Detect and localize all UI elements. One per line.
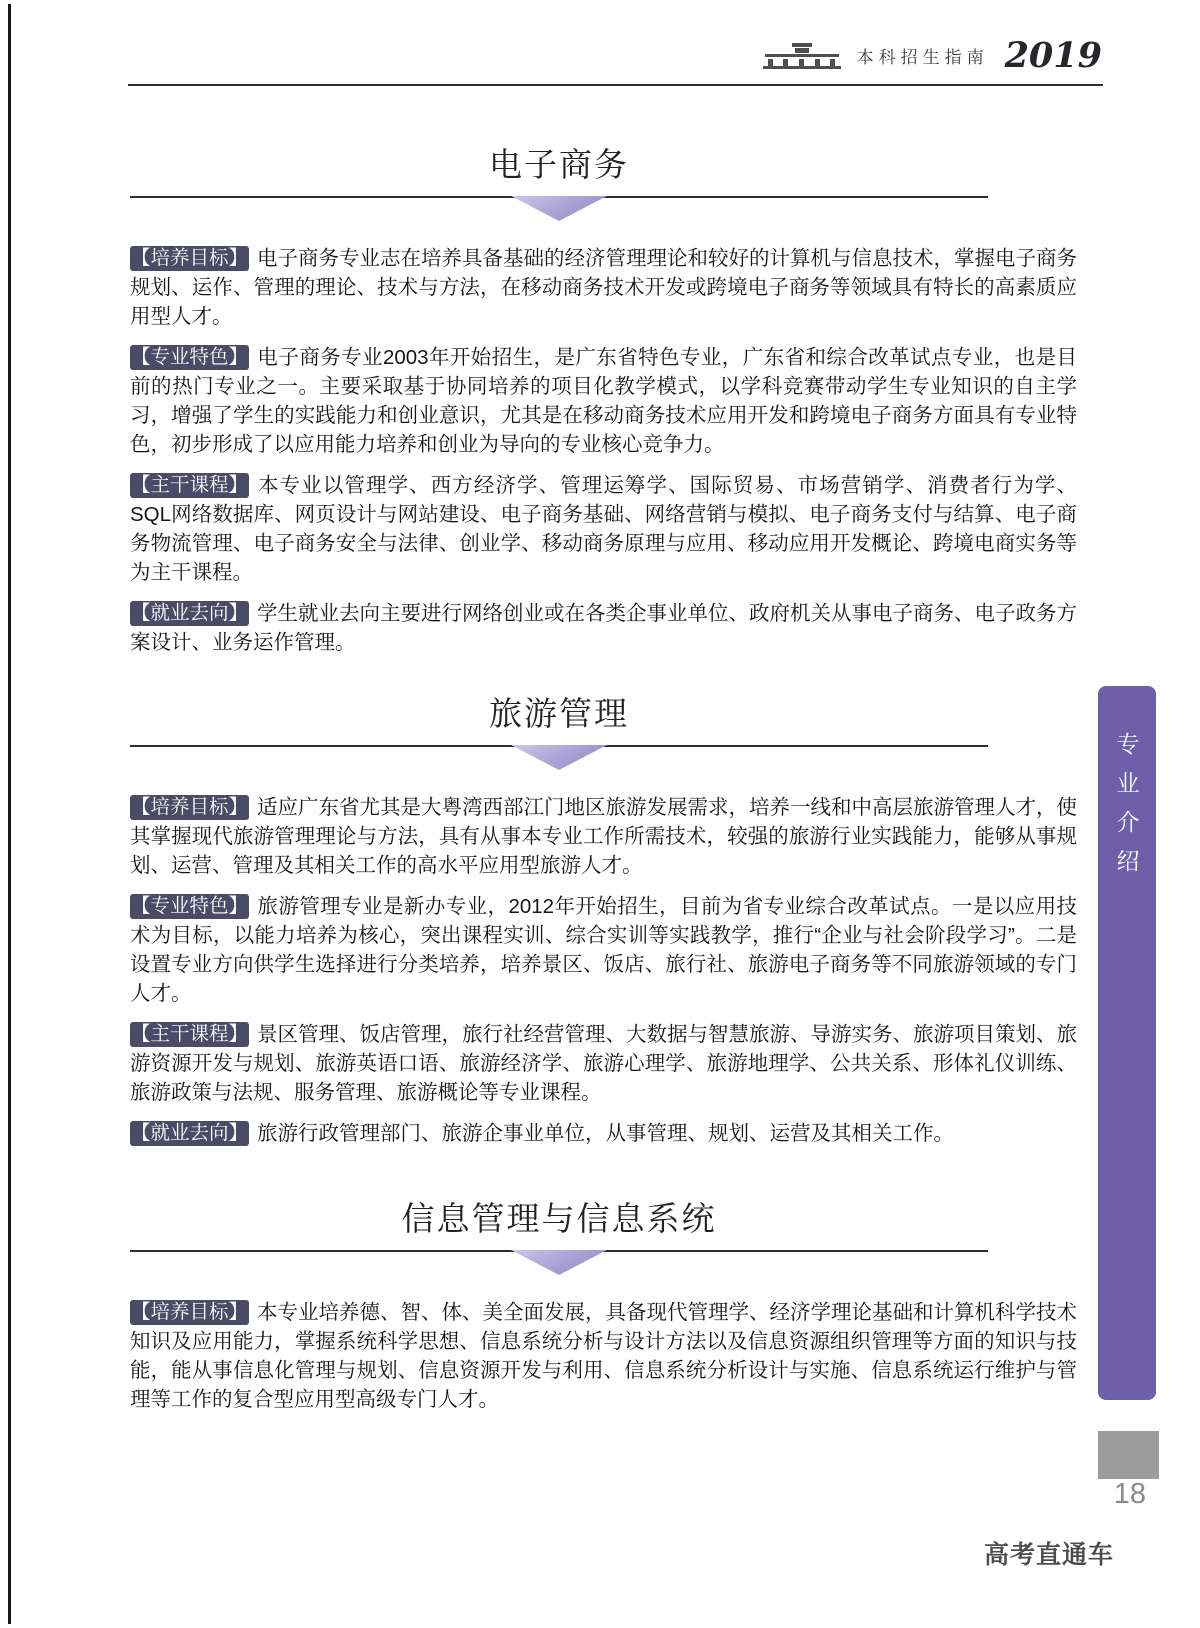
badge-training-objectives: 【培养目标】 (131, 796, 249, 818)
paragraph-employment (130, 599, 1077, 657)
paragraph-text: 电子商务专业志在培养具备基础的经济管理理论和较好的计算机与信息技术，掌握电子商务规划、运作、管理的理论、技术与方法，在移动商务技术开发或跨境电子商务等领域具有特长的高素质应用型人才。 (130, 247, 1078, 328)
paragraph-text: 适应广东省尤其是大粤湾西部江门地区旅游发展需求，培养一线和中高层旅游管理人才，使其掌握现代旅游管理理论与方法，具有从事本专业工作所需技术，较强的旅游行业实践能力，能够从事规划、运营、管理及其相关工作的高水平应用型旅游人才。 (130, 796, 1078, 877)
paragraph-text: 电子商务专业2003年开始招生，是广东省特色专业，广东省和综合改革试点专业，也是目前的热门专业之一。主要采取基于协同培养的项目化教学模式，以学科竞赛带动学生专业知识的自主学习，增强了学生的实践能力和创业意识，尤其是在移动商务技术应用开发和跨境电子商务方面具有专业特色，初步形成了以应用能力培养和创业为导向的专业核心竞争力。 (130, 346, 1077, 456)
page-edge-line (8, 4, 11, 1624)
paragraph-training-objectives (130, 244, 1077, 331)
section-head (130, 693, 988, 747)
paragraph-text: 学生就业去向主要进行网络创业或在各类企事业单位、政府机关从事电子商务、电子政务方案设计、业务运作管理。 (130, 602, 1078, 654)
badge-employment: 【就业去向】 (131, 1122, 249, 1144)
badge-core-courses: 【主干课程】 (131, 474, 249, 496)
badge-training-objectives: 【培养目标】 (131, 247, 249, 269)
paragraph-program-features (130, 892, 1077, 1008)
section-tourism (130, 693, 1077, 1148)
section-title: 电子商务 (489, 146, 629, 183)
paragraph-text: 本专业培养德、智、体、美全面发展，具备现代管理学、经济学理论基础和计算机科学技术知识及应用能力，掌握系统科学思想、信息系统分析与设计方法以及信息资源组织管理等方面的知识与技能，能从事信息化管理与规划、信息资源开发与利用、信息系统分析设计与实施、信息系统运行维护与管理等工作的复合型应用型高级专门人才。 (130, 1301, 1078, 1411)
building-icon (759, 43, 845, 69)
watermark-gaokao: 高考直通车 (983, 1541, 1114, 1569)
paragraph-training-objectives (130, 793, 1077, 880)
paragraph-text: 旅游管理专业是新办专业，2012年开始招生，目前为省专业综合改革试点。一是以应用技术为目标，以能力培养为核心，突出课程实训、综合实训等实践教学，推行“企业与社会阶段学习”。二是设置专业方向供学生选择进行分类培养，培养景区、饭店、旅行社、旅游电子商务等不同旅游领域的专门人才。 (130, 895, 1077, 1005)
section-title: 信息管理与信息系统 (401, 1200, 717, 1237)
badge-employment: 【就业去向】 (131, 602, 249, 624)
paragraph-core-courses (130, 471, 1077, 587)
badge-training-objectives: 【培养目标】 (131, 1301, 249, 1323)
page-number: 18 (1113, 1478, 1146, 1510)
section-head (130, 1198, 988, 1252)
paragraph-core-courses (130, 1020, 1077, 1107)
page-header (759, 35, 1102, 76)
section-info-management (130, 1198, 1077, 1414)
paragraph-text: 旅游行政管理部门、旅游企事业单位，从事管理、规划、运营及其相关工作。 (257, 1122, 955, 1145)
chevron-down-icon (511, 196, 607, 221)
section-ecommerce (130, 144, 1077, 657)
chevron-down-icon (511, 745, 607, 770)
content-column (130, 128, 1077, 1414)
badge-program-features: 【专业特色】 (131, 895, 249, 917)
badge-core-courses: 【主干课程】 (131, 1023, 249, 1045)
header-divider (128, 84, 1103, 86)
section-head (130, 144, 988, 198)
chevron-down-icon (511, 1250, 607, 1275)
section-title: 旅游管理 (489, 695, 629, 732)
paragraph-training-objectives (130, 1298, 1077, 1414)
gray-block (1098, 1431, 1159, 1479)
paragraph-text: 景区管理、饭店管理，旅行社经营管理、大数据与智慧旅游、导游实务、旅游项目策划、旅游资源开发与规划、旅游英语口语、旅游经济学、旅游心理学、旅游地理学、公共关系、形体礼仪训练、旅游政策与法规、服务管理、旅游概论等专业课程。 (130, 1023, 1078, 1104)
sidebar-tab-label: 专业介绍 (1113, 732, 1140, 888)
sidebar-tab-majors (1098, 686, 1156, 1400)
header-year: 2019 (1004, 35, 1102, 76)
paragraph-program-features (130, 343, 1077, 459)
paragraph-text: 本专业以管理学、西方经济学、管理运筹学、国际贸易、市场营销学、消费者行为学、SQL网络数据库、网页设计与网站建设、电子商务基础、网络营销与模拟、电子商务支付与结算、电子商务物流管理、电子商务安全与法律、创业学、移动商务原理与应用、移动应用开发概论、跨境电商实务等为主干课程。 (130, 474, 1077, 584)
paragraph-employment (130, 1119, 1077, 1148)
guide-title: 本科招生指南 (856, 48, 989, 67)
badge-program-features: 【专业特色】 (131, 346, 249, 368)
